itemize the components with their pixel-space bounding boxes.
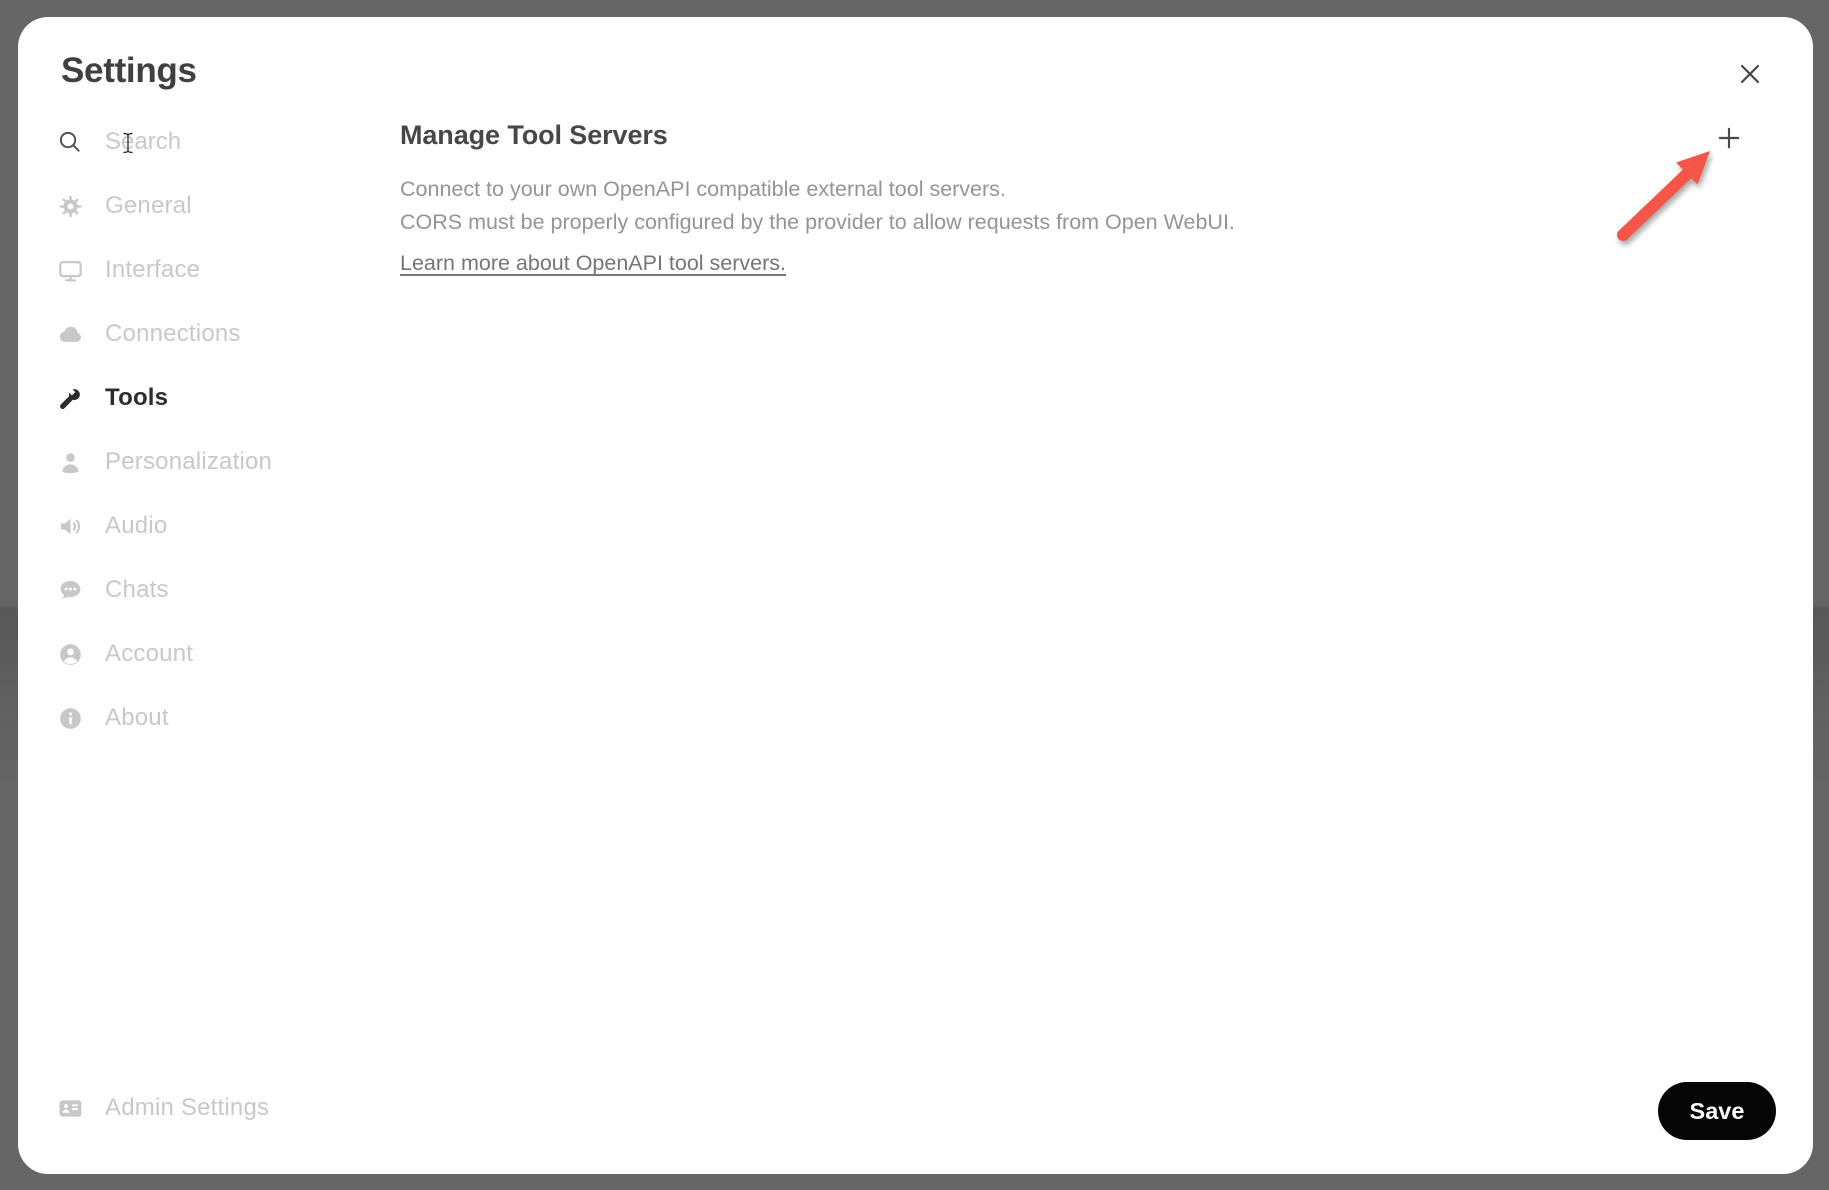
sidebar-item-label: Chats <box>105 576 169 603</box>
user-circle-icon <box>56 640 84 668</box>
person-icon <box>56 448 84 476</box>
monitor-icon <box>56 256 84 284</box>
sidebar-item-label: About <box>105 704 169 731</box>
info-circle-icon <box>56 704 84 732</box>
plus-icon <box>1716 125 1742 151</box>
sidebar-item-label: Admin Settings <box>105 1094 270 1121</box>
sidebar-item-general[interactable] <box>56 174 356 238</box>
chat-bubble-icon <box>56 576 84 604</box>
speaker-icon <box>56 512 84 540</box>
page-title: Settings <box>61 51 197 90</box>
gear-icon <box>56 192 84 220</box>
sidebar-item-label: Account <box>105 640 194 667</box>
sidebar-item-admin-settings[interactable] <box>56 1076 269 1140</box>
sidebar-item-chats[interactable] <box>56 558 356 622</box>
learn-more-link[interactable]: Learn more about OpenAPI tool servers. <box>400 251 787 275</box>
add-tool-server-button[interactable] <box>1707 116 1751 160</box>
sidebar-item-account[interactable] <box>56 622 356 686</box>
wrench-icon <box>56 384 84 412</box>
sidebar-item-label: Interface <box>105 256 201 283</box>
sidebar-item-connections[interactable] <box>56 302 356 366</box>
section-description <box>400 173 1235 239</box>
sidebar-item-label: General <box>105 192 192 219</box>
sidebar-item-interface[interactable] <box>56 238 356 302</box>
cloud-icon <box>56 320 84 348</box>
sidebar-item-label: Connections <box>105 320 241 347</box>
close-button[interactable] <box>1728 52 1772 96</box>
search-icon <box>56 128 84 156</box>
description-line: Connect to your own OpenAPI compatible external tool servers. <box>400 177 1006 201</box>
section-heading: Manage Tool Servers <box>400 120 668 150</box>
search-input[interactable] <box>105 128 315 156</box>
description-line: CORS must be properly configured by the provider to allow requests from Open WebUI. <box>400 210 1235 234</box>
sidebar-item-label: Audio <box>105 512 168 539</box>
sidebar-item-personalization[interactable] <box>56 430 356 494</box>
settings-modal <box>18 17 1813 1174</box>
sidebar-item-about[interactable] <box>56 686 356 750</box>
id-card-icon <box>56 1094 84 1122</box>
sidebar-item-audio[interactable] <box>56 494 356 558</box>
close-icon <box>1738 62 1762 86</box>
save-button[interactable]: Save <box>1658 1082 1776 1140</box>
sidebar-item-label: Personalization <box>105 448 273 475</box>
settings-sidebar <box>56 110 356 750</box>
sidebar-item-label: Tools <box>105 384 169 411</box>
sidebar-search <box>56 110 356 174</box>
sidebar-item-tools[interactable] <box>56 366 356 430</box>
